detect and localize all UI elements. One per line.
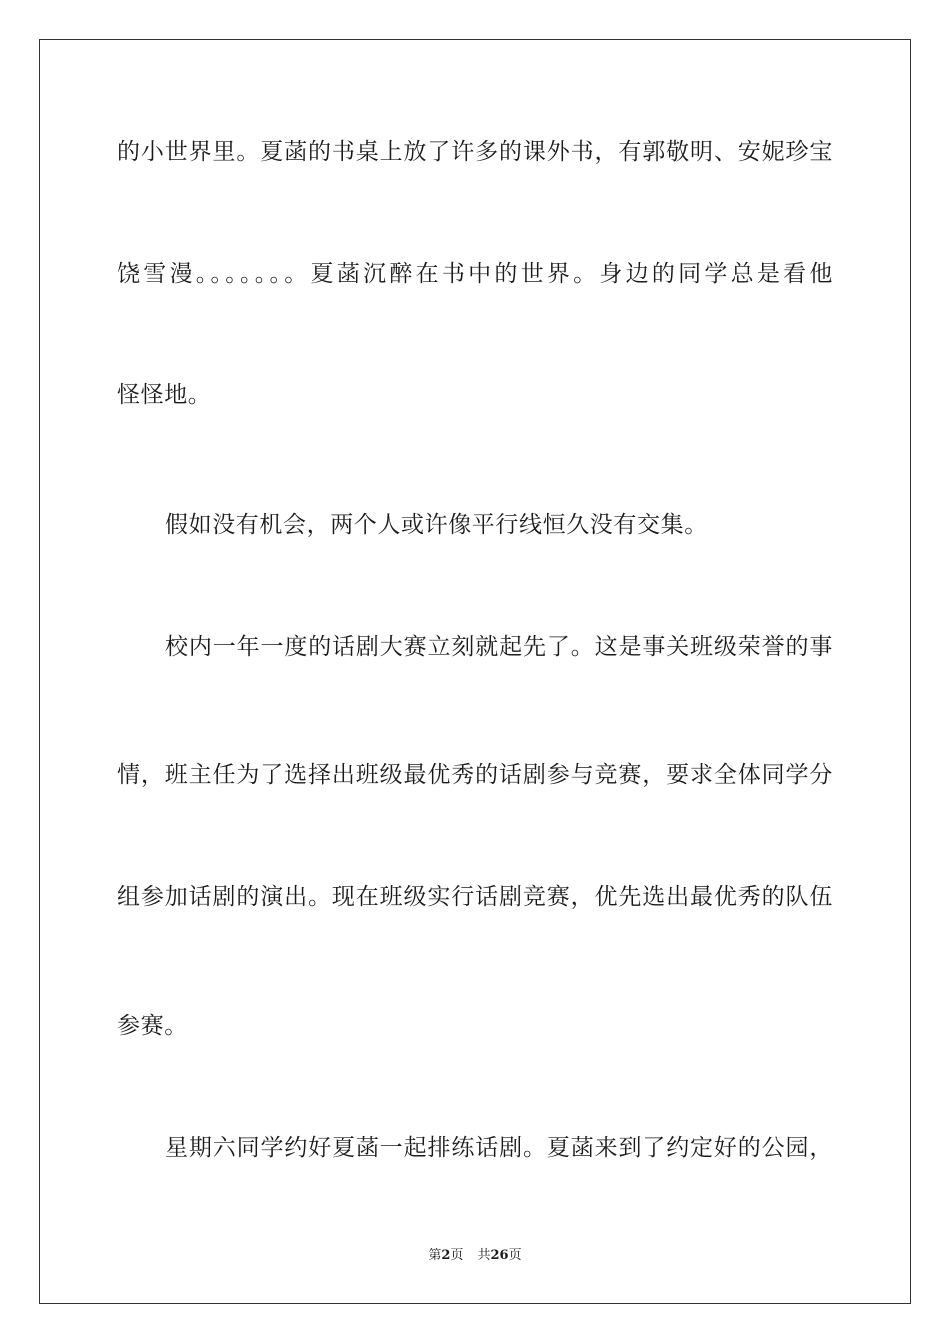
text-line: 的小世界里。夏菡的书桌上放了许多的课外书，有郭敬明、安妮珍宝 xyxy=(117,139,833,165)
text-line: 组参加话剧的演出。现在班级实行话剧竞赛，优先选出最优秀的队伍 xyxy=(117,884,833,910)
total-suffix: 页 xyxy=(508,1248,522,1263)
text-line: 情，班主任为了选择出班级最优秀的话剧参与竞赛，要求全体同学分 xyxy=(117,762,833,788)
text-line: 怪怪地。 xyxy=(117,382,212,408)
page-suffix: 页 xyxy=(450,1248,464,1263)
paragraph-start-line: 校内一年一度的话剧大赛立刻就起先了。这是事关班级荣誉的事 xyxy=(165,634,833,660)
page-prefix: 第 xyxy=(428,1248,442,1263)
total-prefix: 共 xyxy=(477,1248,491,1263)
text-line: 参赛。 xyxy=(117,1013,188,1039)
paragraph-start-line: 假如没有机会，两个人或许像平行线恒久没有交集。 xyxy=(165,512,708,538)
paragraph-start-line: 星期六同学约好夏菡一起排练话剧。夏菡来到了约定好的公园， xyxy=(165,1135,833,1161)
page-number: 2 xyxy=(441,1248,451,1263)
page-footer xyxy=(0,1247,950,1265)
text-line: 饶雪漫。。。。。。。夏菡沉醉在书中的世界。身边的同学总是看他 xyxy=(117,261,833,287)
total-pages: 26 xyxy=(490,1248,509,1263)
page-border xyxy=(39,39,911,1304)
